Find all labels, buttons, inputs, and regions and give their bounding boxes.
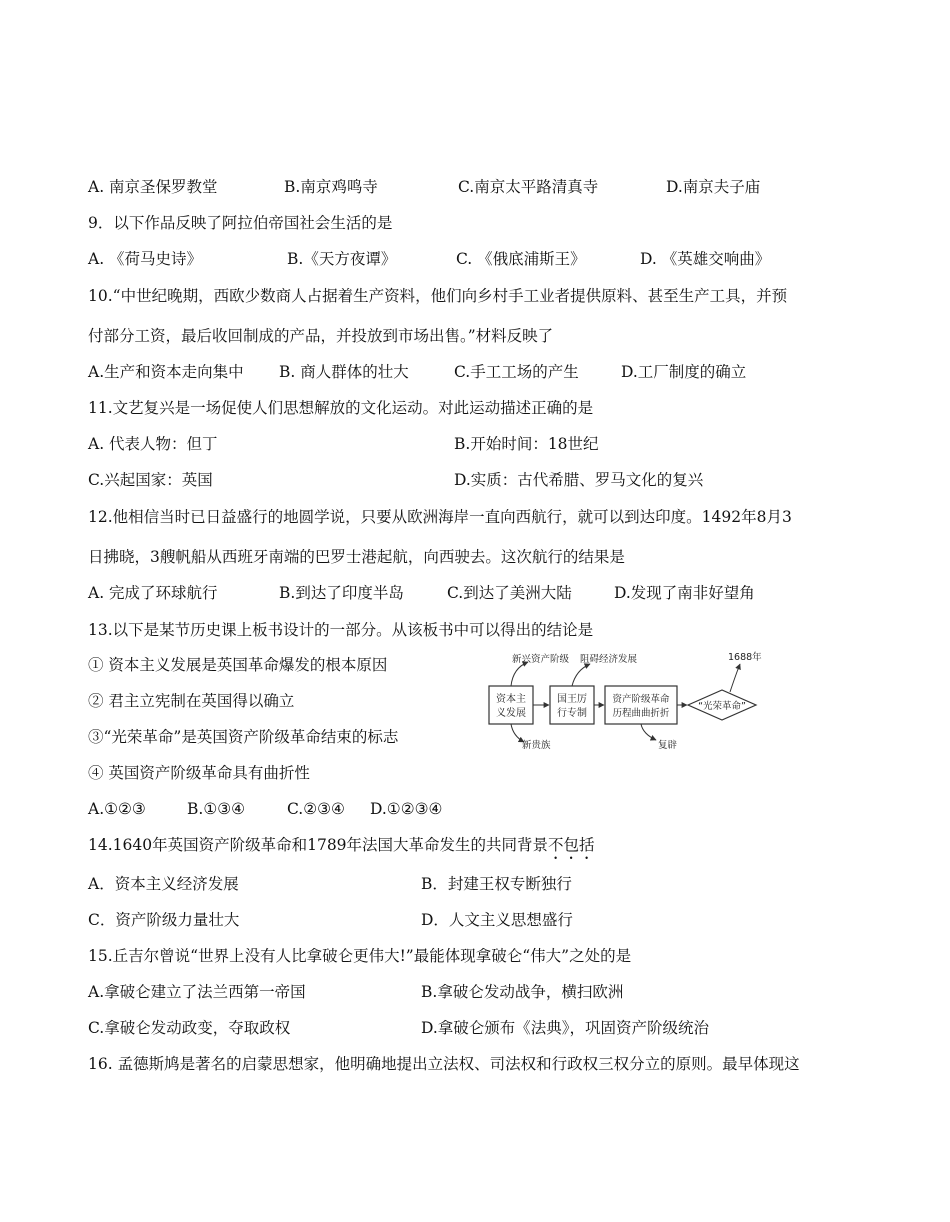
q9-option-a: A. 《荷马史诗》 <box>88 250 203 268</box>
q10-option-a: A.生产和资本走向集中 <box>88 363 244 381</box>
q10-stem-line1: 10.“中世纪晚期，西欧少数商人占据着生产资料，他们向乡村手工业者提供原料、甚至生产工具，并预 <box>88 287 788 305</box>
q14-option-a: A．资本主义经济发展 <box>88 875 239 893</box>
q14-stem-emphasis: 不包括 <box>548 836 595 854</box>
q11-option-c: C.兴起国家：英国 <box>88 471 213 489</box>
q13-board-diagram <box>478 648 778 750</box>
q14-option-c: C．资产阶级力量壮大 <box>88 911 240 929</box>
q11-option-d: D.实质：古代希腊、罗马文化的复兴 <box>454 471 704 489</box>
q13-option-c: C.②③④ <box>287 800 345 818</box>
q12-option-c: C.到达了美洲大陆 <box>447 584 572 602</box>
q9-option-b: B.《天方夜谭》 <box>287 250 397 268</box>
diagram-box2-line2: 行专制 <box>557 708 587 719</box>
q8-option-d: D.南京夫子庙 <box>666 178 761 196</box>
q8-option-c: C.南京太平路清真寺 <box>458 178 599 196</box>
q14-option-d: D．人文主义思想盛行 <box>421 911 573 929</box>
q11-stem: 11.文艺复兴是一场促使人们思想解放的文化运动。对此运动描述正确的是 <box>88 399 594 417</box>
diagram-diamond-label: “光荣革命” <box>698 701 746 712</box>
q12-option-d: D.发现了南非好望角 <box>614 584 755 602</box>
q13-stem: 13.以下是某节历史课上板书设计的一部分。从该板书中可以得出的结论是 <box>88 621 594 639</box>
q12-stem-line2: 日拂晓，3艘帆船从西班牙南端的巴罗士港起航，向西驶去。这次航行的结果是 <box>88 548 625 566</box>
q14-stem-main: 14.1640年英国资产阶级革命和1789年法国大革命发生的共同背景 <box>88 836 549 854</box>
q13-option-a: A.①②③ <box>88 800 146 818</box>
q12-option-b: B.到达了印度半岛 <box>279 584 404 602</box>
q13-option-b: B.①③④ <box>187 800 246 818</box>
diagram-label-year: 1688年 <box>728 652 762 663</box>
q8-option-b: B.南京鸡鸣寺 <box>284 178 378 196</box>
q12-stem-line1: 12.他相信当时已日益盛行的地圆学说，只要从欧洲海岸一直向西航行，就可以到达印度。1492年8月3 <box>88 508 792 526</box>
q15-stem: 15.丘吉尔曾说“世界上没有人比拿破仑更伟大!”最能体现拿破仑“伟大”之处的是 <box>88 947 632 965</box>
diagram-label-new-nobility: 新贵族 <box>522 740 551 750</box>
q9-option-d: D. 《英雄交响曲》 <box>640 250 771 268</box>
diagram-box3-line1: 资产阶级革命 <box>612 694 670 705</box>
diagram-box2-line1: 国王厉 <box>557 694 587 705</box>
q11-option-a: A. 代表人物：但丁 <box>88 435 218 453</box>
q8-option-a: A. 南京圣保罗教堂 <box>88 178 218 196</box>
q12-option-a: A. 完成了环球航行 <box>88 584 218 602</box>
diagram-label-restoration: 复辟 <box>658 740 678 750</box>
q15-option-d: D.拿破仑颁布《法典》，巩固资产阶级统治 <box>421 1019 710 1037</box>
q10-option-d: D.工厂制度的确立 <box>621 363 747 381</box>
q13-statement-4: ④ 英国资产阶级革命具有曲折性 <box>88 764 310 782</box>
diagram-label-new-bourgeoisie: 新兴资产阶级 <box>512 654 570 665</box>
diagram-box1-line2: 义发展 <box>496 708 526 719</box>
q15-option-c: C.拿破仑发动政变，夺取政权 <box>88 1019 291 1037</box>
q13-statement-1: ① 资本主义发展是英国革命爆发的根本原因 <box>88 656 388 674</box>
q9-option-c: C. 《俄底浦斯王》 <box>456 250 586 268</box>
q14-stem <box>88 835 595 863</box>
diagram-label-hinder-economy: 阻碍经济发展 <box>580 654 638 665</box>
q11-option-b: B.开始时间：18世纪 <box>454 435 599 453</box>
q13-statement-3: ③“光荣革命”是英国资产阶级革命结束的标志 <box>88 728 399 746</box>
q13-statement-2: ② 君主立宪制在英国得以确立 <box>88 692 295 710</box>
q10-option-c: C.手工工场的产生 <box>454 363 579 381</box>
q14-option-b: B．封建王权专断独行 <box>421 875 572 893</box>
diagram-box1-line1: 资本主 <box>496 694 526 705</box>
diagram-box3-line2: 历程曲曲折折 <box>612 708 670 719</box>
q9-stem: 9．以下作品反映了阿拉伯帝国社会生活的是 <box>88 214 393 232</box>
q15-option-a: A.拿破仑建立了法兰西第一帝国 <box>88 983 306 1001</box>
q15-option-b: B.拿破仑发动战争，横扫欧洲 <box>421 983 624 1001</box>
q16-stem-line1: 16. 孟德斯鸠是著名的启蒙思想家，他明确地提出立法权、司法权和行政权三权分立的原则。最早体现这 <box>88 1055 800 1073</box>
q10-option-b: B. 商人群体的壮大 <box>279 363 409 381</box>
q13-option-d: D.①②③④ <box>370 800 443 818</box>
q10-stem-line2: 付部分工资，最后收回制成的产品，并投放到市场出售。”材料反映了 <box>88 327 554 345</box>
